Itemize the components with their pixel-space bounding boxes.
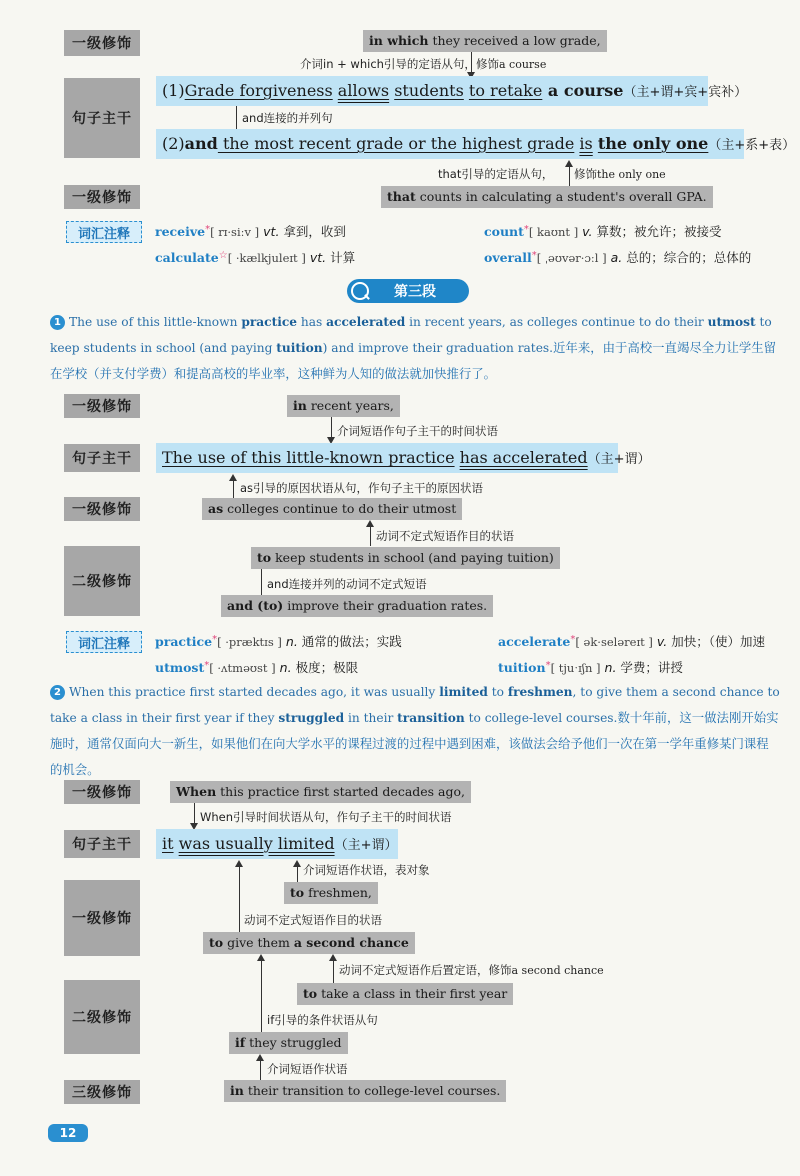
vocab-entry: practice*[ ·præktɪs ] n. 通常的做法；实践 bbox=[155, 634, 402, 649]
label-level2-mod: 二级修饰 bbox=[64, 980, 140, 1054]
label-level1-mod: 一级修饰 bbox=[64, 880, 140, 956]
vocab-tag: 词汇注释 bbox=[66, 221, 142, 243]
label-level2-mod: 二级修饰 bbox=[64, 546, 140, 616]
modifier-box: to give them a second chance bbox=[203, 932, 415, 954]
label-level1-mod: 一级修饰 bbox=[64, 185, 140, 209]
grammar-note: 介词短语作状语 bbox=[267, 1062, 348, 1076]
vocab-entry: calculate☆[ ·kælkjuleɪt ] vt. 计算 bbox=[155, 250, 356, 265]
main-clause: The use of this little-known practice has accelerated（主+谓） bbox=[156, 443, 618, 473]
grammar-note: and连接并列的动词不定式短语 bbox=[267, 577, 427, 591]
modifier-box: as colleges continue to do their utmost bbox=[202, 498, 462, 520]
label-main-clause: 句子主干 bbox=[64, 830, 140, 858]
vocab-entry: utmost*[ ·ʌtməʊst ] n. 极度；极限 bbox=[155, 660, 359, 675]
main-clause-1: (1)Grade forgiveness allows students to retake a course（主+谓+宾+宾补） bbox=[156, 76, 708, 106]
vocab-entry: accelerate*[ ək·seləreɪt ] v. 加快；（使）加速 bbox=[498, 634, 765, 649]
paragraph-2: 2 When this practice first started decades ago, it was usually limited to freshmen, to give them a second chance to take a class in their first year if they struggled in their transition to college-level courses.数十年前，这一做法刚开始实施时，通常仅面向大一新生，如果他们在向大学水平的课程过渡的过程中遇到困难，该做法会给予他们一次在第一学年重修某门课程的机会。 bbox=[50, 685, 780, 777]
paragraph-1: 1 The use of this little-known practice has accelerated in recent years, as colleges continue to do their utmost to keep students in school (and paying tuition) and improve their graduation rates.近年来，由于高校一直竭尽全力让学生留在学校（并支付学费）和提高高校的毕业率，这种鲜为人知的做法就加快推行了。 bbox=[50, 315, 777, 381]
magnifier-icon bbox=[351, 282, 369, 300]
grammar-note: and连接的并列句 bbox=[242, 111, 333, 125]
modifier-box: to freshmen, bbox=[284, 882, 378, 904]
modifier-box: to take a class in their first year bbox=[297, 983, 513, 1005]
label-main-clause: 句子主干 bbox=[64, 78, 140, 158]
grammar-note: 修饰a course bbox=[476, 57, 547, 71]
label-level1-mod: 一级修饰 bbox=[64, 394, 140, 418]
vocab-entry: tuition*[ tjuˑɪʃn ] n. 学费；讲授 bbox=[498, 660, 683, 675]
main-clause: it was usually limited（主+谓） bbox=[156, 829, 398, 859]
section-title: 第三段 bbox=[347, 279, 469, 303]
label-level1-mod: 一级修饰 bbox=[64, 30, 140, 56]
grammar-note: as引导的原因状语从句，作句子主干的原因状语 bbox=[240, 481, 484, 495]
modifier-box: in their transition to college-level courses. bbox=[224, 1080, 506, 1102]
modifier-box: When this practice first started decades ago, bbox=[170, 781, 471, 803]
label-main-clause: 句子主干 bbox=[64, 444, 140, 472]
label-level1-mod: 一级修饰 bbox=[64, 497, 140, 521]
vocab-entry: count*[ kaʊnt ] v. 算数；被允许；被接受 bbox=[484, 224, 722, 239]
vocab-tag: 词汇注释 bbox=[66, 631, 142, 653]
vocab-entry: overall*[ ˌəʊvər·ɔːl ] a. 总的；综合的；总体的 bbox=[484, 250, 752, 265]
modifier-box: if they struggled bbox=[229, 1032, 348, 1054]
grammar-note: When引导时间状语从句，作句子主干的时间状语 bbox=[200, 810, 452, 824]
grammar-note: 动词不定式短语作后置定语，修饰a second chance bbox=[339, 963, 604, 977]
grammar-note: that引导的定语从句， bbox=[438, 167, 554, 181]
grammar-note: 动词不定式短语作目的状语 bbox=[244, 913, 382, 927]
main-clause-2: (2)and the most recent grade or the highest grade is the only one（主+系+表） bbox=[156, 129, 744, 159]
vocab-entry: receive*[ rɪ·siːv ] vt. 拿到，收到 bbox=[155, 224, 346, 239]
grammar-note: 修饰the only one bbox=[574, 167, 666, 181]
modifier-box: and (to) improve their graduation rates. bbox=[221, 595, 493, 617]
modifier-box: to keep students in school (and paying tuition) bbox=[251, 547, 560, 569]
grammar-note: 介词短语作状语，表对象 bbox=[303, 863, 430, 877]
label-level3-mod: 三级修饰 bbox=[64, 1080, 140, 1104]
modifier-box: in which they received a low grade, bbox=[363, 30, 607, 52]
grammar-note: 介词in + which引导的定语从句， bbox=[300, 57, 476, 71]
modifier-box: that counts in calculating a student's overall GPA. bbox=[381, 186, 713, 208]
modifier-box: in recent years, bbox=[287, 395, 400, 417]
grammar-note: 介词短语作句子主干的时间状语 bbox=[337, 424, 498, 438]
grammar-note: if引导的条件状语从句 bbox=[267, 1013, 378, 1027]
grammar-note: 动词不定式短语作目的状语 bbox=[376, 529, 514, 543]
label-level1-mod: 一级修饰 bbox=[64, 780, 140, 804]
page-number: 12 bbox=[48, 1124, 88, 1142]
